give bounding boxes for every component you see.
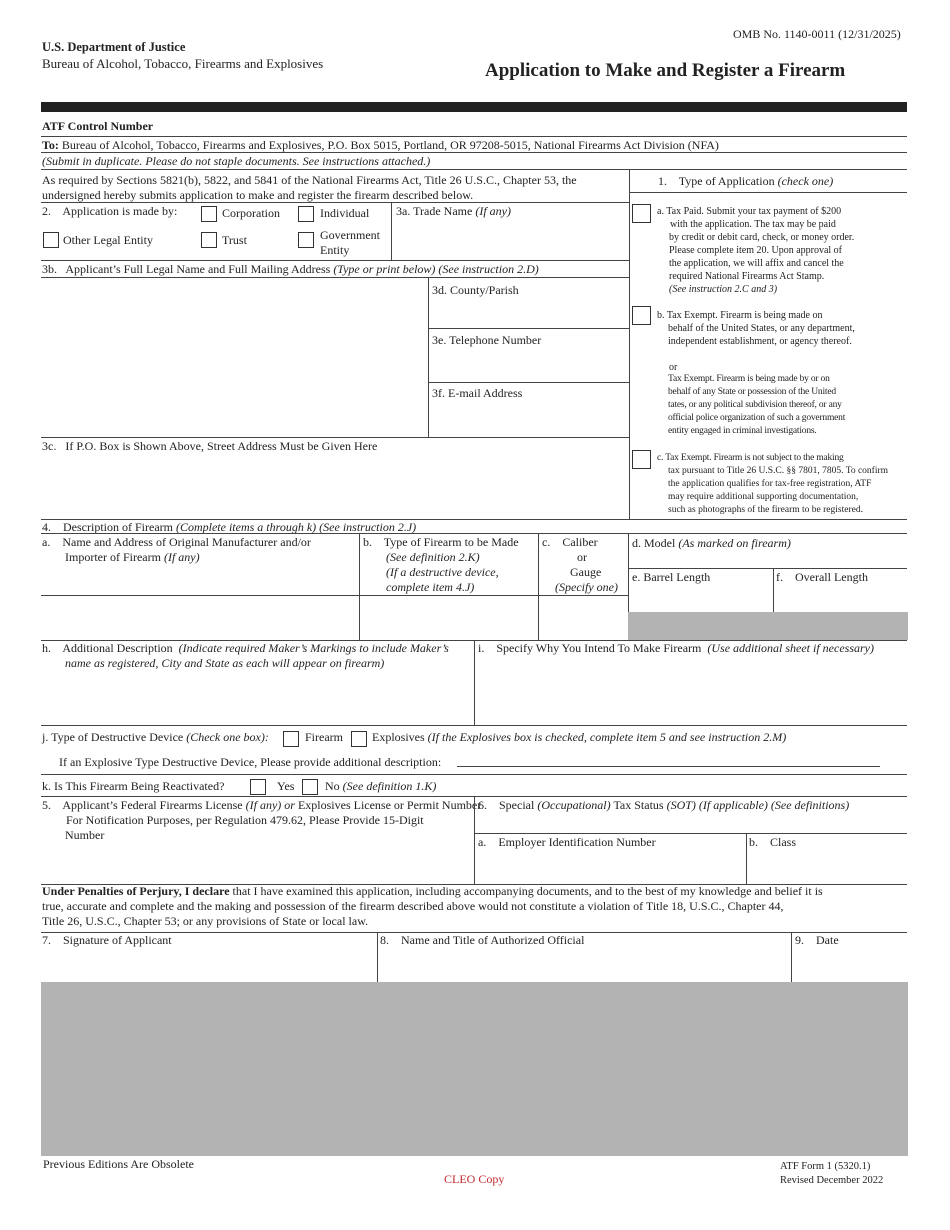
explosive-description-label: If an Explosive Type Destructive Device, Please provide additional description:	[59, 755, 442, 769]
applicant-address-label: 3b. Applicant’s Full Legal Name and Full Mailing Address (Type or print below) (See instruction 2.D)	[42, 262, 539, 276]
department-name: U.S. Department of Justice	[42, 40, 186, 54]
firearm-type-label: b. Type of Firearm to be Made	[363, 535, 519, 549]
destructive-firearm-checkbox[interactable]	[283, 731, 299, 747]
overall-length-label: f. Overall Length	[776, 570, 868, 584]
barrel-length-label: e. Barrel Length	[632, 570, 711, 584]
tax-exempt-not-subject-checkbox[interactable]	[632, 450, 651, 469]
application-type-label: 1. Type of Application (check one)	[658, 174, 834, 188]
tax-paid-checkbox[interactable]	[632, 204, 651, 223]
overall-length-input[interactable]	[777, 588, 909, 612]
trade-name-label: 3a. Trade Name (If any)	[396, 204, 511, 218]
reactivated-no-checkbox[interactable]	[302, 779, 318, 795]
model-input[interactable]	[632, 551, 908, 569]
submit-note: (Submit in duplicate. Please do not staple documents. See instructions attached.)	[42, 154, 431, 168]
model-label: d. Model (As marked on firearm)	[632, 536, 791, 550]
manufacturer-label: a. Name and Address of Original Manufacturer and/or	[42, 535, 311, 549]
firearm-description-label: 4. Description of Firearm (Complete items a through k) (See instruction 2.J)	[42, 520, 417, 534]
corporation-checkbox[interactable]	[201, 206, 217, 222]
destructive-explosives-checkbox[interactable]	[351, 731, 367, 747]
firearm-type-input[interactable]	[362, 598, 539, 638]
reactivated-yes-label: Yes	[277, 779, 295, 793]
telephone-label: 3e. Telephone Number	[432, 333, 542, 347]
reactivated-label: k. Is This Firearm Being Reactivated?	[42, 779, 225, 793]
email-input[interactable]	[432, 404, 628, 432]
trade-name-input[interactable]	[396, 222, 628, 258]
corporation-label: Corporation	[222, 206, 280, 220]
other-legal-entity-label: Other Legal Entity	[63, 233, 153, 247]
destructive-device-label: j. Type of Destructive Device (Check one box):	[42, 730, 269, 744]
shaded-block	[628, 612, 908, 640]
additional-description-label: h. Additional Description (Indicate required Maker’s Markings to include Maker’s	[42, 641, 449, 655]
telephone-input[interactable]	[432, 352, 628, 378]
ein-label: a. Employer Identification Number	[478, 835, 656, 849]
omb-number: OMB No. 1140-0011 (12/31/2025)	[733, 27, 901, 41]
tax-paid-text: a. Tax Paid. Submit your tax payment of $200 with the application. The tax may be paid by credit or debit card, check, or money order. Please complete item 20. Upon approval of the application, we will affix and cancel the required National Firearms Act Stamp. (See instruction 2.C and 3)	[657, 206, 855, 295]
additional-description-note: name as registered, City and State as each will appear on firearm)	[65, 656, 385, 670]
government-label: Government	[320, 228, 380, 242]
header-bar	[41, 102, 907, 112]
street-address-input[interactable]	[44, 457, 628, 517]
individual-label: Individual	[320, 206, 370, 220]
reactivated-yes-checkbox[interactable]	[250, 779, 266, 795]
applicant-address-input[interactable]	[44, 281, 428, 435]
gauge-label: Gauge	[570, 565, 602, 579]
trust-label: Trust	[222, 233, 247, 247]
other-legal-entity-checkbox[interactable]	[43, 232, 59, 248]
date-label: 9. Date	[795, 933, 839, 947]
firearm-type-note: (See definition 2.K) (If a destructive device, complete item 4.J)	[386, 550, 499, 594]
page-title: Application to Make and Register a Firearm	[485, 60, 846, 81]
reserved-gray-area	[41, 982, 908, 1156]
ein-input[interactable]	[478, 853, 746, 883]
trust-checkbox[interactable]	[201, 232, 217, 248]
date-input[interactable]	[795, 950, 909, 980]
class-label: b. Class	[749, 835, 797, 849]
manufacturer-input[interactable]	[44, 598, 360, 638]
previous-editions-note: Previous Editions Are Obsolete	[43, 1157, 194, 1171]
revision-date: Revised December 2022	[780, 1175, 884, 1186]
atf-control-input[interactable]	[170, 116, 904, 136]
destructive-firearm-label: Firearm	[305, 730, 343, 744]
street-address-label: 3c. If P.O. Box is Shown Above, Street Address Must be Given Here	[42, 439, 378, 453]
tax-exempt-not-subject-text: c. Tax Exempt. Firearm is not subject to the making tax pursuant to Title 26 U.S.C. §§ 7801, 7805. To confirm the application qualifies for tax-free registration, ATF may require additional supporting documentation, such as photographs of the firearm to be registered.	[657, 453, 889, 515]
caliber-label: c. Caliber	[542, 535, 598, 549]
license-note: For Notification Purposes, per Regulation 479.62, Please Provide 15-Digit	[66, 813, 424, 827]
sot-label: 6. Special (Occupational) Tax Status (SOT) (If applicable) (See definitions)	[478, 798, 850, 812]
signature-input[interactable]	[44, 950, 378, 980]
barrel-length-input[interactable]	[632, 588, 774, 612]
tax-exempt-us-text: b. Tax Exempt. Firearm is being made on behalf of the United States, or any department, independent establishment, or agency thereof.	[657, 310, 855, 347]
perjury-statement: Under Penalties of Perjury, I declare that I have examined this application, including accompanying documents, and to the best of my knowledge and belief it is true, accurate and complete and the making and possession of the firearm described above would not constitute a violation of Title 18, U.S.C., Chapter 44, Title 26, U.S.C., Chapter 53; or any provisions of State or local law.	[42, 884, 823, 928]
destructive-explosives-label: Explosives (If the Explosives box is checked, complete item 5 and see instruction 2.M)	[372, 730, 787, 744]
intent-input[interactable]	[478, 660, 908, 726]
license-note-2: Number	[65, 828, 105, 842]
bureau-name: Bureau of Alcohol, Tobacco, Firearms and Explosives	[42, 56, 324, 71]
tax-exempt-us-checkbox[interactable]	[632, 306, 651, 325]
manufacturer-label-2: Importer of Firearm (If any)	[65, 550, 200, 564]
intro-text-2: undersigned hereby submits application to make and register the firearm described below.	[42, 188, 474, 202]
county-label: 3d. County/Parish	[432, 283, 519, 297]
individual-checkbox[interactable]	[298, 206, 314, 222]
copy-label: CLEO Copy	[444, 1172, 505, 1186]
item2-label: 2. Application is made by:	[42, 204, 178, 218]
intent-label: i. Specify Why You Intend To Make Firearm (Use additional sheet if necessary)	[478, 641, 874, 655]
class-input[interactable]	[750, 853, 908, 883]
government-entity-checkbox[interactable]	[298, 232, 314, 248]
signature-label: 7. Signature of Applicant	[42, 933, 172, 947]
mailing-address: To: Bureau of Alcohol, Tobacco, Firearms and Explosives, P.O. Box 5015, Portland, OR 97208-5015, National Firearms Act Division (NFA)	[42, 138, 719, 152]
additional-description-input[interactable]	[44, 674, 476, 726]
caliber-note: (Specify one)	[555, 580, 618, 594]
caliber-input[interactable]	[541, 598, 629, 638]
authorized-official-label: 8. Name and Title of Authorized Official	[380, 933, 585, 947]
atf-control-label: ATF Control Number	[42, 119, 154, 133]
intro-text-1: As required by Sections 5821(b), 5822, and 5841 of the National Firearms Act, Title 26 U.S.C., Chapter 53, the	[42, 173, 577, 187]
caliber-or: or	[577, 550, 587, 564]
authorized-official-input[interactable]	[381, 950, 791, 980]
reactivated-no-label: No (See definition 1.K)	[325, 779, 437, 793]
tax-exempt-state-text: Tax Exempt. Firearm is being made by or on behalf of any State or possession of the United tates, or any political subdivision thereof, or any official police organization of such a government entity engaged in criminal investigations.	[668, 374, 846, 436]
license-input[interactable]	[44, 846, 476, 882]
license-label: 5. Applicant’s Federal Firearms License (If any) or Explosives License or Permit Number	[42, 798, 482, 812]
or-text: or	[669, 362, 678, 373]
government-label-2: Entity	[320, 243, 350, 257]
county-input[interactable]	[432, 300, 628, 326]
email-label: 3f. E-mail Address	[432, 386, 523, 400]
form-number: ATF Form 1 (5320.1)	[780, 1161, 871, 1172]
